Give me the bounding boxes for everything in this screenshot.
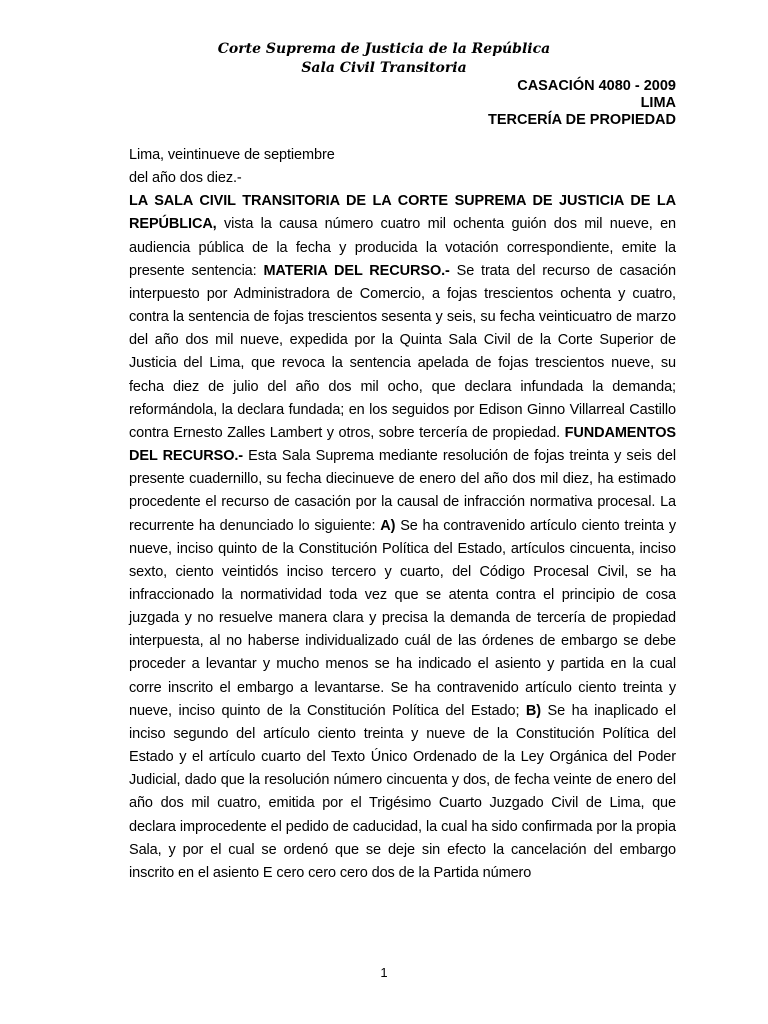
case-info	[488, 78, 676, 129]
item-b-label: B)	[525, 702, 542, 719]
paragraph-text-3: Esta Sala Suprema mediante resolución de fojas treinta y seis del presente cuadernillo, su fecha diecinueve de enero del año dos mil diez, ha estimado procedente el recurso de casación por la causal de infracción normativa procesal. La recurrente ha denunciado lo siguiente:	[129, 448, 676, 534]
court-name: Corte Suprema de Justicia de la República	[217, 41, 551, 57]
date-line-2: del año dos diez.-	[129, 170, 242, 187]
chamber-name: Sala Civil Transitoria	[301, 60, 467, 76]
court-heading: LA SALA CIVIL TRANSITORIA DE LA CORTE SUPREMA DE JUSTICIA DE LA REPÚBLICA,	[129, 193, 676, 233]
date-line-1: Lima, veintinueve de septiembre	[129, 147, 335, 163]
item-a-label: A)	[380, 517, 396, 534]
paragraph-text-1: vista la causa número cuatro mil ochenta guión dos mil nueve, en audiencia pública de la fecha y producida la votación correspondiente, emite la presente sentencia:	[129, 216, 676, 279]
paragraph-text-4: Se ha contravenido artículo ciento treinta y nueve, inciso quinto de la Constitución Política del Estado, artículos cincuenta, inciso sexto, ciento veintidós inciso tercero y cuarto, del Código Procesal Civil, se ha infraccionado la normatividad toda vez que se atenta contra el principio de cosa juzgada y no resuelve manera clara y precisa la demanda de tercería de propiedad interpuesta, al no haberse individualizado cuál de las órdenes de embargo se debe proceder a levantar y mucho menos se ha indicado el asiento y partida en la cual corre inscrito el embargo a levantarse. Se ha contravenido artículo ciento treinta y nueve, inciso quinto de la Constitución Política del Estado;	[129, 517, 676, 719]
fundamentos-label: FUNDAMENTOS DEL RECURSO.-	[129, 424, 676, 465]
case-number: CASACIÓN 4080 - 2009	[517, 78, 676, 94]
case-place: LIMA	[640, 95, 676, 111]
materia-label: MATERIA DEL RECURSO.-	[263, 262, 450, 279]
court-header	[0, 40, 768, 78]
case-subject: TERCERÍA DE PROPIEDAD	[488, 112, 676, 128]
page-number: 1	[380, 965, 388, 980]
sentence-paragraph	[129, 190, 676, 885]
sentence-body	[129, 144, 676, 885]
paragraph-text-5: Se ha inaplicado el inciso segundo del artículo ciento treinta y nueve de la Constitución Política del Estado y el artículo cuarto del Texto Único Ordenado de la Ley Orgánica del Poder Judicial, dado que la resolución número cincuenta y dos, de fecha veinte de enero del año dos mil cuatro, emitida por el Trigésimo Cuarto Juzgado Civil de Lima, que declara improcedente el pedido de caducidad, la cual ha sido confirmada por la propia Sala, y por el cual se ordenó que se deje sin efecto la cancelación del embargo inscrito en el asiento E cero cero cero dos de la Partida número	[129, 702, 676, 881]
paragraph-text-2: Se trata del recurso de casación interpuesto por Administradora de Comercio, a fojas trescientos ochenta y cuatro, contra la sentencia de fojas trescientos sesenta y seis, su fecha veinticuatro de marzo del año dos mil nueve, expedida por la Quinta Sala Civil de la Corte Superior de Justicia del Lima, que revoca la sentencia apelada de fojas trescientos nueve, su fecha diez de julio del año dos mil ocho, que declara infundada la demanda; reformándola, la declara fundada; en los seguidos por Edison Ginno Villarreal Castillo contra Ernesto Zalles Lambert y otros, sobre tercería de propiedad.	[129, 262, 676, 441]
